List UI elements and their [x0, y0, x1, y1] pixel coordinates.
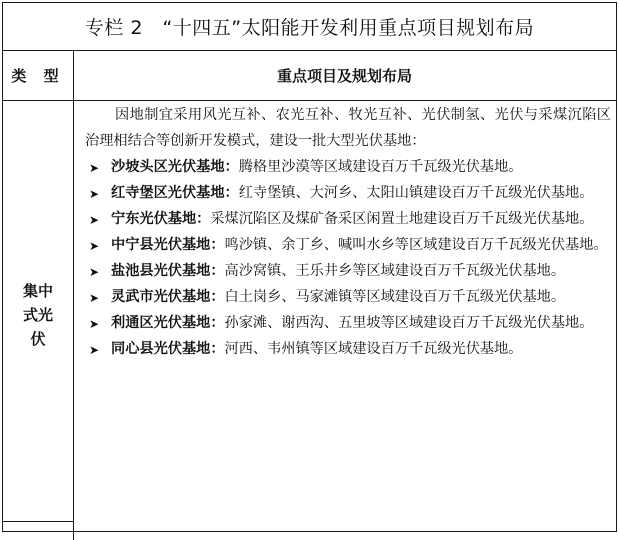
base-description: 河西、韦州镇等区域建设百万千瓦级光伏基地。 [224, 341, 523, 357]
arrowhead-bullet-icon: ➤ [88, 213, 100, 227]
arrowhead-bullet-icon: ➤ [88, 317, 100, 331]
category-label: 集中式光伏 [22, 282, 53, 348]
list-item [85, 232, 611, 258]
base-name: 中宁县光伏基地： [111, 237, 225, 253]
header-row [3, 50, 616, 101]
header-content: 重点项目及规划布局 [276, 66, 412, 85]
base-description: 采煤沉陷区及煤矿备采区闲置土地建设百万千瓦级光伏基地。 [210, 211, 594, 227]
base-description: 红寺堡镇、大河乡、太阳山镇建设百万千瓦级光伏基地。 [238, 185, 594, 201]
base-description: 孙家滩、谢西沟、五里坡等区域建设百万千瓦级光伏基地。 [224, 315, 594, 331]
base-list [85, 154, 611, 362]
base-description: 腾格里沙漠等区域建设百万千瓦级光伏基地。 [238, 159, 523, 175]
base-name: 利通区光伏基地： [111, 315, 225, 331]
column-divider [73, 50, 74, 540]
base-description: 白土岗乡、马家滩镇等区域建设百万千瓦级光伏基地。 [224, 289, 566, 305]
list-item [85, 336, 611, 362]
list-item [85, 258, 611, 284]
base-description: 鸣沙镇、余丁乡、喊叫水乡等区域建设百万千瓦级光伏基地。 [224, 237, 608, 253]
header-type: 类 型 [11, 66, 65, 85]
arrowhead-bullet-icon: ➤ [88, 187, 100, 201]
base-description: 高沙窝镇、王乐井乡等区域建设百万千瓦级光伏基地。 [224, 263, 566, 279]
base-name: 盐池县光伏基地： [111, 263, 225, 279]
base-name: 同心县光伏基地： [111, 341, 225, 357]
intro-paragraph: 因地制宜采用风光互补、农光互补、牧光互补、光伏制氢、光伏与采煤沉陷区治理相结合等创新开发模式，建设一批大型光伏基地： [85, 107, 611, 149]
list-item [85, 284, 611, 310]
arrowhead-bullet-icon: ➤ [88, 291, 100, 305]
base-name: 沙坡头区光伏基地： [111, 159, 239, 175]
table-title: 专栏 2 “十四五”太阳能开发利用重点项目规划布局 [3, 3, 616, 51]
list-item [85, 206, 611, 232]
list-item [85, 154, 611, 180]
arrowhead-bullet-icon: ➤ [88, 343, 100, 357]
arrowhead-bullet-icon: ➤ [88, 265, 100, 279]
base-name: 灵武市光伏基地： [111, 289, 225, 305]
category-cell [3, 100, 73, 530]
base-name: 宁东光伏基地： [111, 211, 211, 227]
base-name: 红寺堡区光伏基地： [111, 185, 239, 201]
list-item [85, 180, 611, 206]
arrowhead-bullet-icon: ➤ [88, 239, 100, 253]
plan-table [2, 2, 617, 532]
content-cell [85, 102, 611, 362]
next-row-border [3, 521, 73, 522]
list-item [85, 310, 611, 336]
arrowhead-bullet-icon: ➤ [88, 161, 100, 175]
